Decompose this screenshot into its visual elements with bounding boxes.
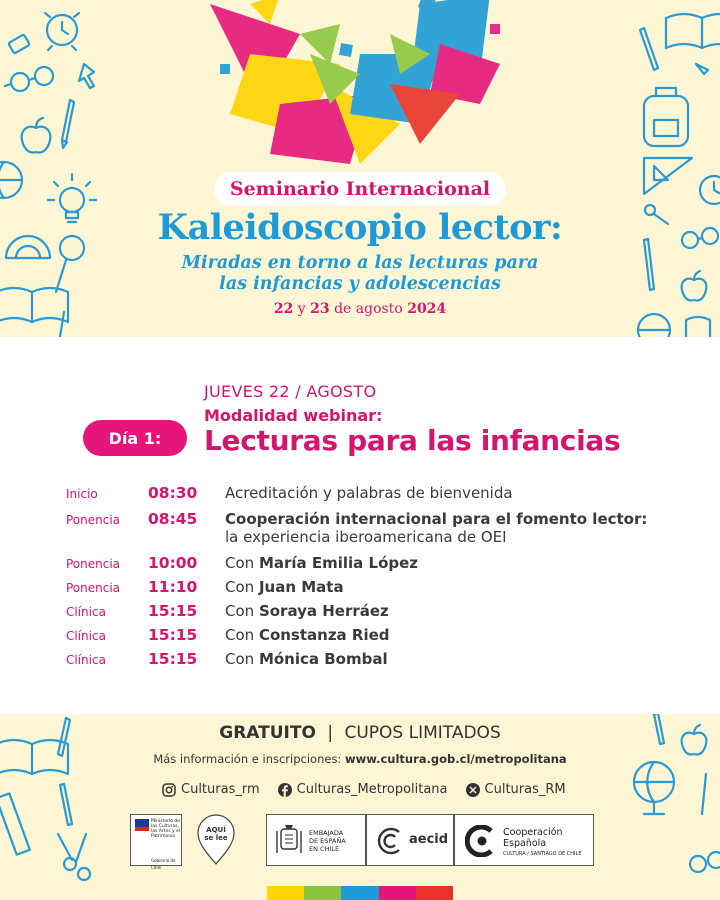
- session-time: 08:45: [148, 510, 198, 528]
- social-handle: Culturas_RM: [484, 782, 566, 797]
- glasses-icon: [5, 67, 53, 91]
- speaker-name: Juan Mata: [258, 578, 344, 596]
- speaker-name: María Emilia López: [258, 554, 419, 572]
- ministerio-line-3: las Artes y el: [151, 829, 181, 834]
- day-title: Lecturas para las infancias: [204, 424, 621, 457]
- event-title: Kaleidoscopio lector:: [157, 207, 563, 248]
- session-kind: Clínica: [66, 605, 106, 619]
- embajada-text: [309, 829, 346, 853]
- session-description: [225, 626, 390, 644]
- session-kind: Ponencia: [66, 581, 121, 595]
- social-handle: Culturas_Metropolitana: [296, 782, 448, 797]
- color-bar-magenta: [379, 886, 416, 900]
- open-book-icon: [666, 14, 720, 48]
- free-label: GRATUITO: [219, 723, 316, 743]
- speaker-prefix: Con: [225, 578, 259, 596]
- pencil-icon: [62, 100, 74, 148]
- pin-icon: [79, 64, 94, 88]
- logo-ministerio: [130, 814, 182, 870]
- apple-icon: [22, 118, 51, 153]
- session-time: 15:15: [148, 602, 198, 620]
- globe-icon: [0, 162, 22, 198]
- pencil-icon-2: [702, 774, 706, 814]
- globe-icon: [638, 314, 670, 337]
- date-month: de agosto: [334, 301, 403, 317]
- session-time: 11:10: [148, 578, 198, 596]
- session-description: [225, 510, 647, 546]
- logo-aqui-se-lee: [196, 814, 236, 866]
- session-title: Cooperación internacional para el fomento lector:: [225, 510, 648, 528]
- speaker-prefix: Con: [225, 602, 259, 620]
- session-description: [225, 554, 418, 572]
- embajada-line-2: DE ESPAÑA: [309, 837, 346, 845]
- pin-icon: [696, 64, 708, 74]
- ministerio-line-2: las Culturas,: [151, 824, 180, 829]
- session-kind: Ponencia: [66, 557, 121, 571]
- session-description: Acreditación y palabras de bienvenida: [225, 484, 513, 502]
- social-handle: Culturas_rm: [181, 782, 260, 797]
- subtitle-line-2: las infancias y adolescencias: [219, 274, 501, 294]
- day-badge: Día 1:: [83, 420, 187, 456]
- subtitle-line-1: Miradas en torno a las lecturas para: [181, 253, 539, 273]
- color-bar-yellow: [267, 886, 304, 900]
- speaker-name: Constanza Ried: [258, 626, 390, 644]
- instagram-icon: [162, 783, 176, 797]
- alarm-clock-icon: [700, 176, 720, 204]
- social-x[interactable]: [466, 782, 566, 797]
- free-notice: [0, 723, 720, 743]
- book-icon: [686, 317, 710, 337]
- logo-cooperacion: [454, 814, 594, 866]
- color-bar: [267, 886, 453, 900]
- social-links: [162, 782, 566, 797]
- aqui-line-2: se lee: [204, 834, 228, 842]
- event-subtitle: [0, 253, 720, 295]
- logo-embajada: [266, 814, 366, 866]
- eraser-icon: [8, 34, 30, 53]
- embajada-line-3: EN CHILE: [309, 845, 340, 853]
- alarm-clock-icon: [45, 13, 79, 50]
- free-separator: |: [327, 723, 334, 743]
- cooperacion-text: [503, 827, 563, 849]
- kaleidoscope-logo: [190, 0, 520, 174]
- info-line: [0, 752, 720, 766]
- cooperacion-icon: [465, 825, 497, 857]
- social-instagram[interactable]: [162, 782, 260, 797]
- session-kind: Inicio: [66, 487, 98, 501]
- day-mode: Modalidad webinar:: [204, 406, 383, 425]
- date-year: 2024: [407, 301, 447, 317]
- aqui-text: [196, 826, 236, 842]
- session-time: 08:30: [148, 484, 198, 502]
- session-time: 10:00: [148, 554, 198, 572]
- date-day-1: 22: [273, 301, 294, 317]
- speaker-prefix: Con: [225, 554, 259, 572]
- session-kind: Clínica: [66, 653, 106, 667]
- color-bar-red: [416, 886, 453, 900]
- date-conjunction: y: [297, 301, 306, 317]
- session-description: [225, 602, 389, 620]
- embajada-line-1: EMBAJADA: [309, 829, 344, 837]
- coop-line-2: Española: [503, 838, 547, 849]
- ministerio-line-1: Ministerio de: [151, 819, 181, 824]
- speaker-prefix: Con: [225, 650, 259, 668]
- limited-label: CUPOS LIMITADOS: [344, 723, 501, 743]
- ministerio-text: [151, 819, 180, 839]
- flag-stripe-icon: [135, 827, 149, 831]
- speaker-name: Soraya Herráez: [258, 602, 389, 620]
- session-kind: Ponencia: [66, 513, 121, 527]
- session-time: 15:15: [148, 626, 198, 644]
- day-weekday: JUEVES 22 / AGOSTO: [204, 382, 377, 401]
- aecid-text: aecid: [409, 832, 449, 847]
- color-bar-green: [304, 886, 341, 900]
- gobierno-text: Gobierno de Chile: [151, 858, 176, 870]
- header-band: [0, 0, 720, 337]
- ruler-triangle-icon: [644, 158, 692, 194]
- aecid-icon: [375, 826, 405, 856]
- coop-line-1: Cooperación: [503, 827, 563, 838]
- session-time: 15:15: [148, 650, 198, 668]
- speaker-prefix: Con: [225, 626, 259, 644]
- coop-subline: CULTURA / SANTIAGO DE CHILE: [503, 851, 582, 857]
- logo-aecid: [366, 814, 454, 866]
- session-subtitle: la experiencia iberoamericana de OEI: [225, 528, 507, 546]
- session-kind: Clínica: [66, 629, 106, 643]
- info-url[interactable]: www.cultura.gob.cl/metropolitana: [344, 752, 567, 766]
- session-description: [225, 650, 388, 668]
- date-day-2: 23: [310, 301, 330, 317]
- social-facebook[interactable]: [278, 782, 448, 797]
- backpack-icon: [644, 88, 688, 146]
- x-icon: [466, 783, 480, 797]
- speaker-name: Mónica Bombal: [258, 650, 388, 668]
- partner-logos: [0, 814, 720, 870]
- session-description: [225, 578, 344, 596]
- coat-of-arms-icon: [275, 821, 303, 861]
- event-dates: [0, 301, 720, 317]
- globe-icon: [634, 762, 674, 814]
- aqui-line-1: AQUÍ: [206, 826, 226, 834]
- ministerio-line-4: Patrimonio: [151, 834, 176, 839]
- info-label: Más información e inscripciones:: [153, 752, 342, 766]
- seminar-label: Seminario Internacional: [214, 172, 506, 206]
- color-bar-blue: [341, 886, 378, 900]
- pencil-icon: [640, 28, 658, 70]
- facebook-icon: [278, 783, 292, 797]
